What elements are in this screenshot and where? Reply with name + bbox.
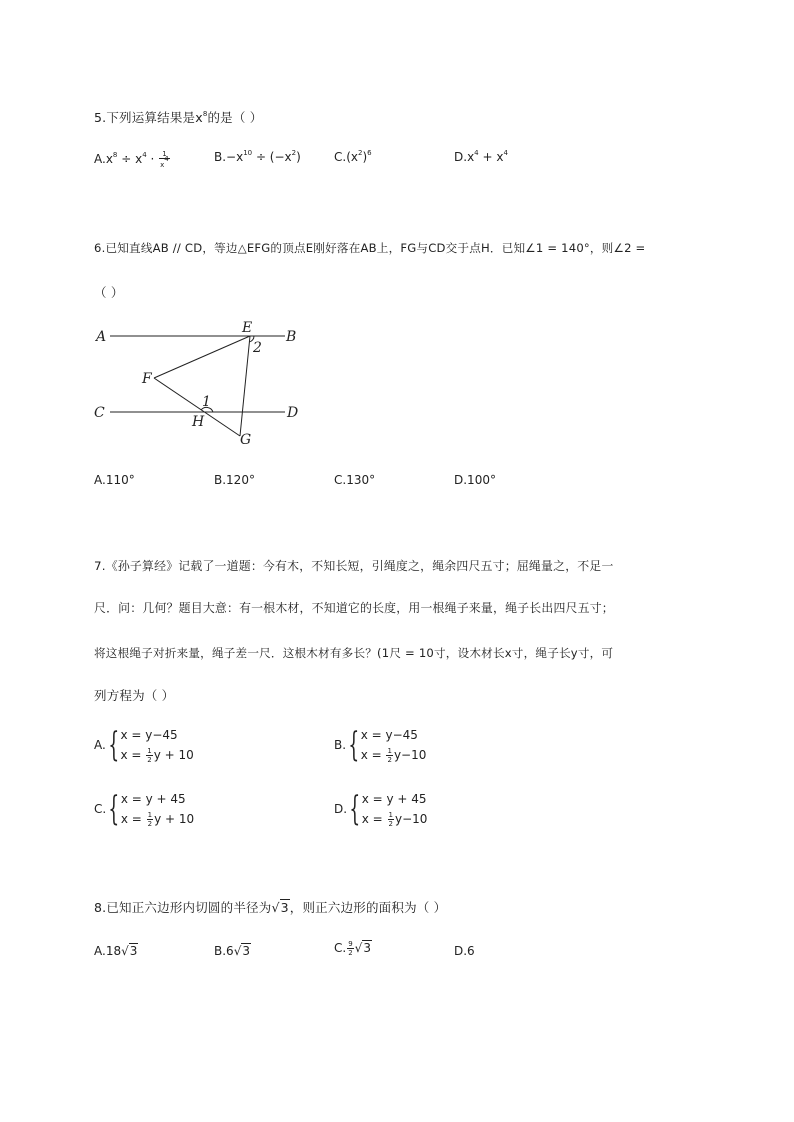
fraction: $\frac{9}{2}$ (348, 940, 353, 957)
left-brace: { (108, 725, 120, 765)
question-7-option-b[interactable]: B.{ x = y−45 x = $\frac{1}{2}$ y−10 (334, 725, 427, 765)
question-7-line-3: 将这根绳子对折来量，绳子差一尺．这根木材有多长？(1尺 = 10寸，设木材长x寸，绳子长y寸，可 (94, 646, 614, 660)
question-5-option-d[interactable]: $D.x^4 + x^4$ (454, 149, 508, 164)
question-7-line-2: 尺．问：几何？题目大意：有一根木材，不知道它的长度，用一根绳子来量，绳子长出四尺五寸； (94, 601, 614, 615)
left-brace: { (108, 789, 120, 829)
label-c: C (94, 405, 105, 421)
question-8-option-a[interactable]: A.18√3 (94, 944, 138, 958)
question-5-option-b[interactable]: $B.-x^{10} \div (-x^2)$ (214, 149, 301, 164)
question-6-geometry-figure (90, 318, 310, 448)
question-8-stem: 8.已知正六边形内切圆的半径为√3，则正六边形的面积为（ ） (94, 900, 447, 915)
question-6-option-a[interactable]: A.110° (94, 473, 135, 487)
label-a: A (96, 329, 107, 345)
square-root: √3 (271, 900, 289, 915)
label-h: H (192, 414, 205, 430)
question-7-option-d[interactable]: D.{ x = y + 45 x = $\frac{1}{2}$ y−10 (334, 789, 428, 829)
left-brace: { (349, 789, 361, 829)
question-8-option-d[interactable]: D.6 (454, 944, 475, 958)
question-7-option-c[interactable]: C.{ x = y + 45 x = $\frac{1}{2}$ y + 10 (94, 789, 195, 829)
question-7-line-4: 列方程为（ ） (94, 688, 175, 703)
left-brace: { (348, 725, 360, 765)
label-b: B (286, 329, 297, 345)
square-root: √3 (233, 944, 250, 958)
square-root: √3 (121, 944, 138, 958)
fraction: $\frac{1}{x^4}$ (160, 150, 169, 169)
question-5-stem: 5.下列运算结果是$x^8$的是（ ） (94, 110, 263, 125)
question-6-stem-line-2: （ ） (94, 285, 124, 300)
label-e: E (242, 320, 253, 336)
question-5-option-c[interactable]: $C.(x^2)^6$ (334, 149, 372, 164)
question-7-option-a[interactable]: A.{ x = y−45 x = $\frac{1}{2}$ y + 10 (94, 725, 194, 765)
question-5-option-a[interactable]: $A.x^8 \div x^4$ · $\frac{1}{x^4}$ (94, 150, 169, 169)
question-6-option-b[interactable]: B.120° (214, 473, 255, 487)
label-g: G (240, 432, 252, 448)
label-d: D (287, 405, 299, 421)
question-6-stem-line-1: 6.已知直线AB // CD，等边△EFG的顶点E刚好落在AB上，FG与CD交于点H．已知∠1 = 140°，则∠2 = (94, 241, 646, 255)
label-f: F (142, 371, 152, 387)
label-angle-1: 1 (202, 394, 211, 410)
segment-ef (154, 336, 250, 378)
question-8-option-c[interactable]: C. $\frac{9}{2}$ √3 (334, 940, 371, 957)
label-angle-2: 2 (253, 340, 262, 356)
question-8-option-b[interactable]: B.6√3 (214, 944, 250, 958)
question-6-option-c[interactable]: C.130° (334, 473, 376, 487)
question-6-option-d[interactable]: D.100° (454, 473, 496, 487)
square-root: √3 (354, 941, 371, 955)
segment-eg (240, 336, 250, 436)
question-7-line-1: 7.《孙子算经》记载了一道题：今有木，不知长短，引绳度之，绳余四尺五寸；屈绳量之，不足一 (94, 559, 614, 573)
